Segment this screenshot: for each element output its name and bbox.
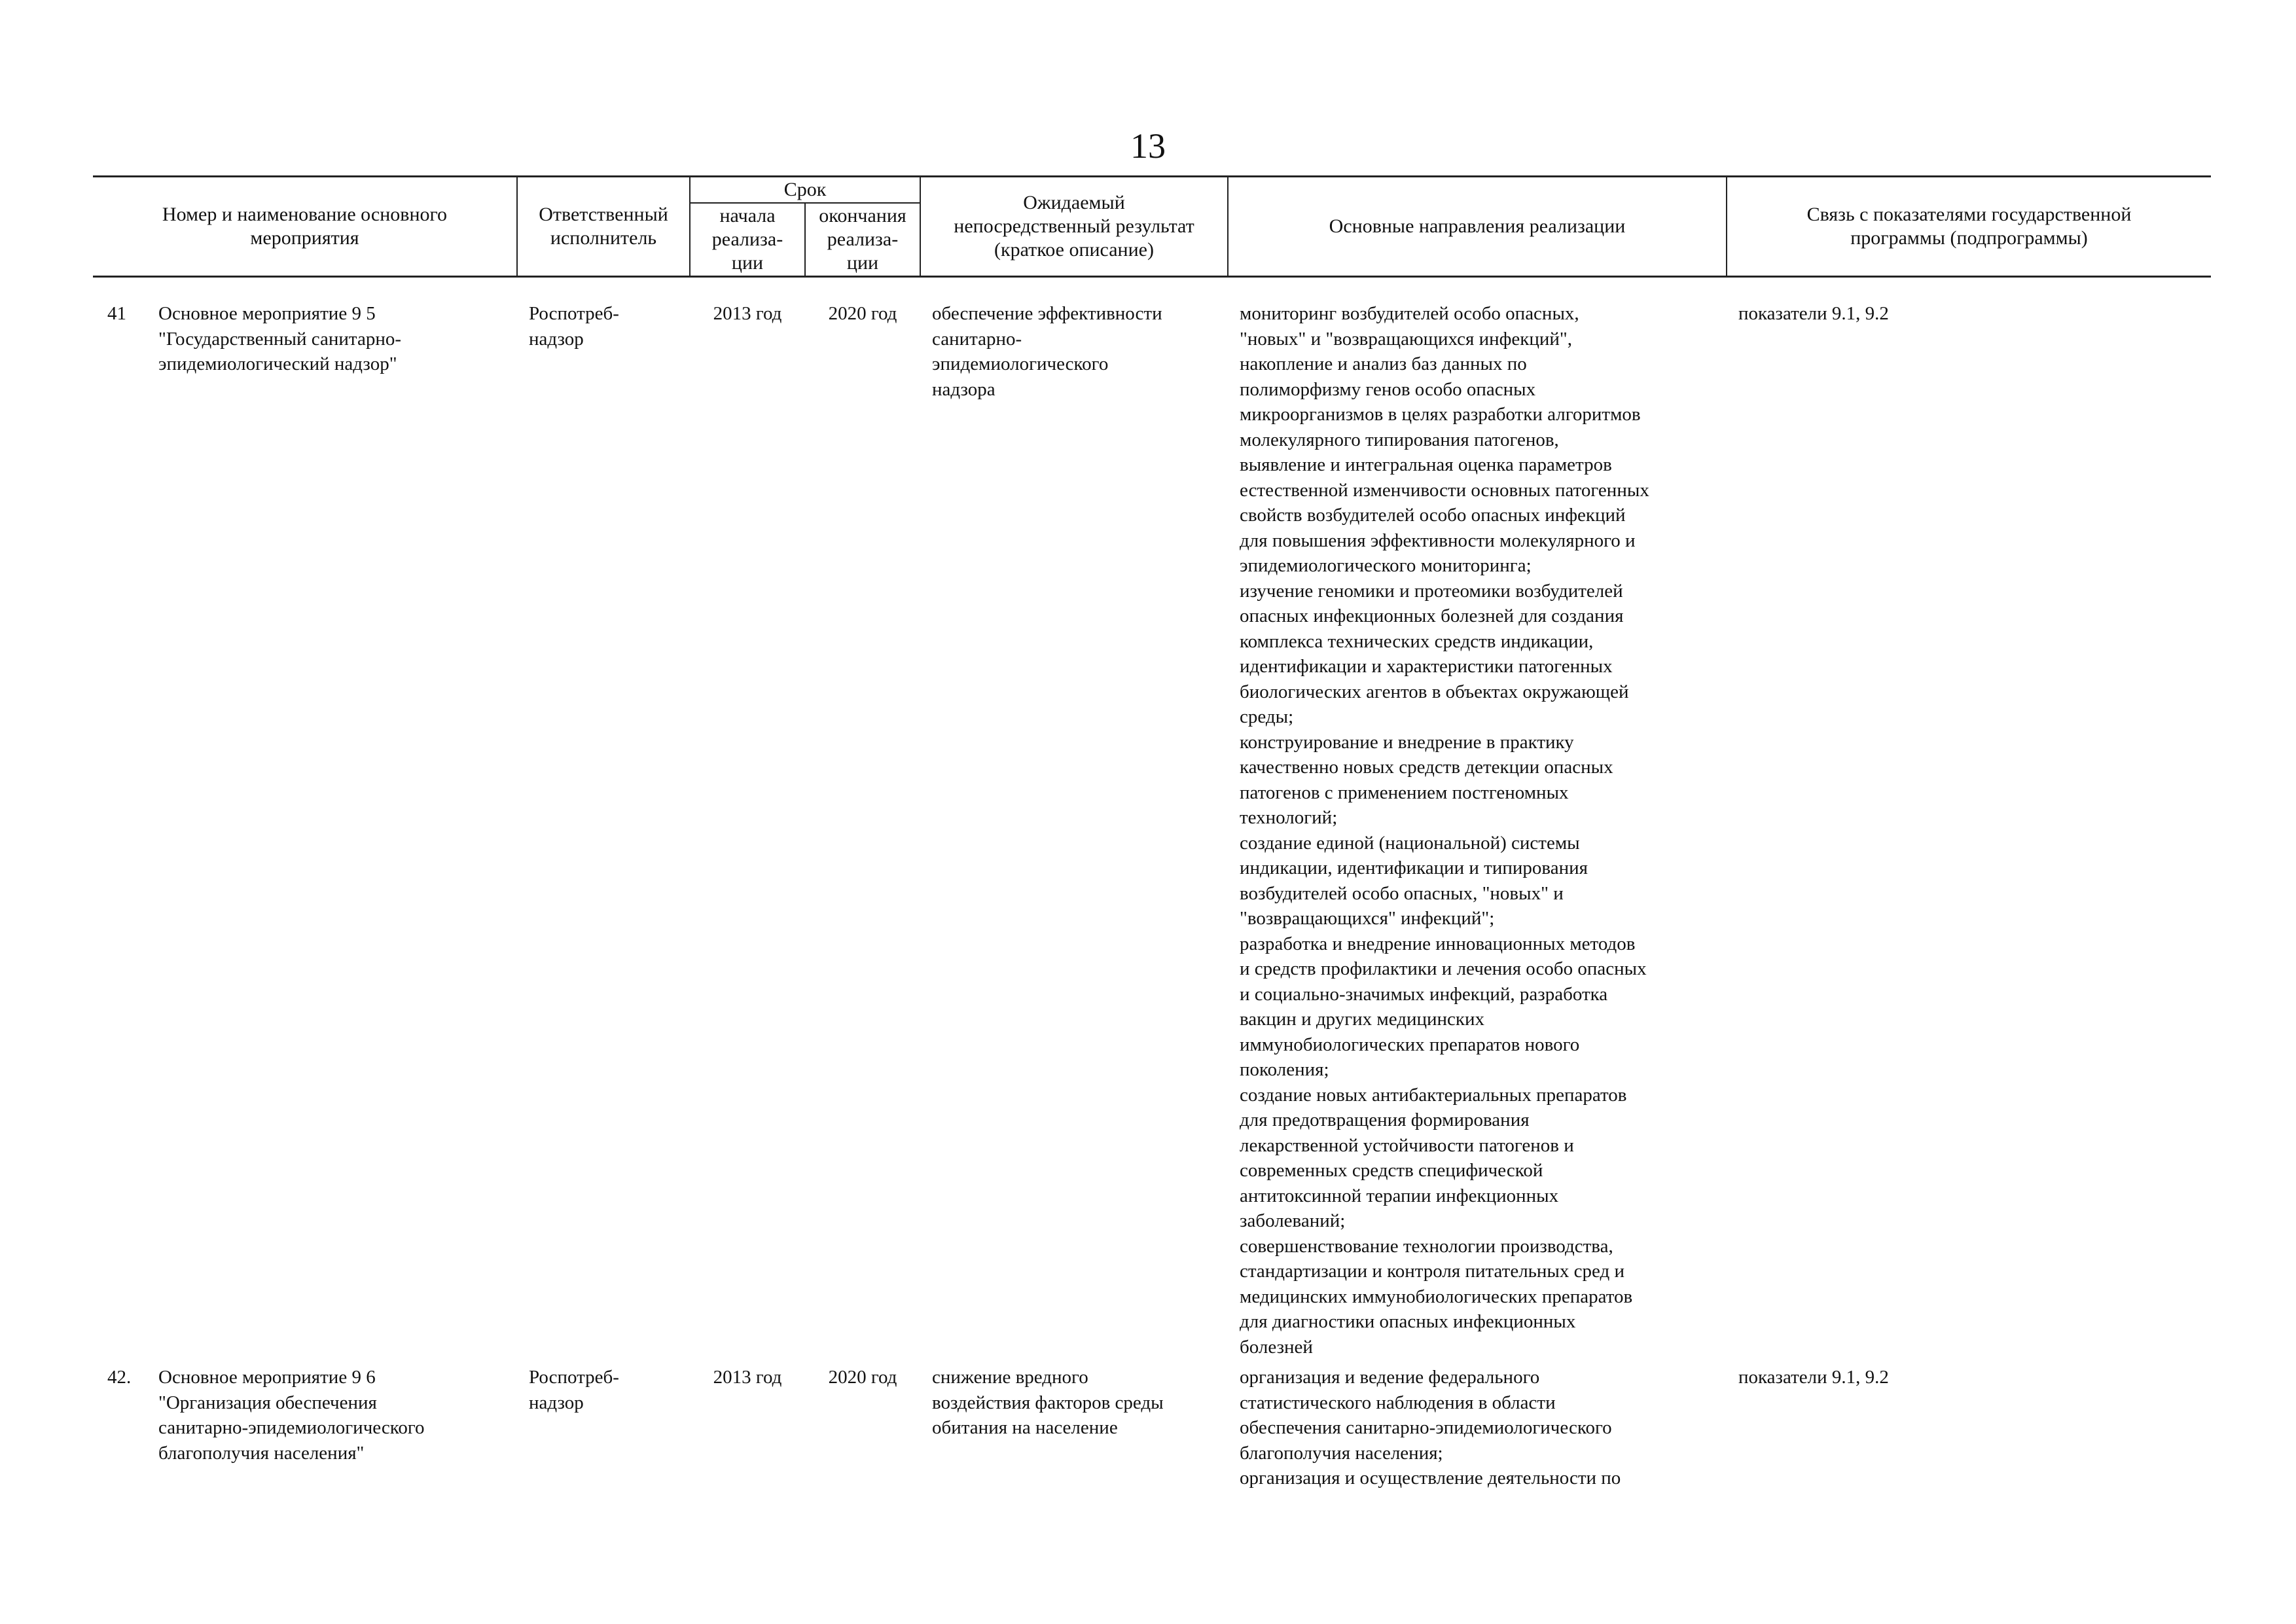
row-start: 2013 год: [713, 303, 782, 324]
header-directions: Основные направления реализации: [1228, 177, 1727, 277]
header-start: начала реализа- ции: [690, 203, 805, 277]
header-end: окончания реализа- ции: [805, 203, 920, 277]
row-name-cell: [93, 1360, 517, 1491]
header-name: Номер и наименование основного мероприятия: [93, 177, 517, 277]
row-directions: мониторинг возбудителей особо опасных, "новых" и "возвращающихся инфекций", накопление и анализ баз данных по полиморфизму генов особо опасных микроорганизмов в целях разработки алгоритмов молекулярного типирования патогенов, выявление и интегральная оценка параметров естественной изменчивости основных патогенных свойств возбудителей особо опасных инфекций для повышения эффективности молекулярного и эпидемиологического мониторинга; изучение геномики и протеомики возбудителей опасных инфекционных болезней для создания комплекса технических средств индикации, идентификации и характеристики патогенных биологических агентов в объектах окружающей среды; конструирование и внедрение в практику качественно новых средств детекции опасных патогенов с применением постгеномных технологий; создание единой (национальной) системы индикации, идентификации и типирования возбудителей особо опасных, "новых" и "возвращающихся" инфекций"; разработка и внедрение инновационных методов и средств профилактики и лечения особо опасных и социально-значимых инфекций, разработка вакцин и других медицинских иммунобиологических препаратов нового поколения; создание новых антибактериальных препаратов для предотвращения формирования лекарственной устойчивости патогенов и современных средств специфической антитоксинной терапии инфекционных заболеваний; совершенствование технологии производства, стандартизации и контроля питательных сред и медицинских иммунобиологических препаратов для диагностики опасных инфекционных болезней: [1240, 303, 1649, 1358]
table-row: [93, 1360, 2211, 1491]
header-responsible: Ответственный исполнитель: [517, 177, 690, 277]
table-row: [93, 301, 2211, 1360]
table-header: [93, 177, 2211, 277]
page-number: 13: [1130, 126, 1166, 166]
row-number: 42.: [107, 1367, 132, 1388]
row-responsible: Роспотреб- надзор: [529, 1367, 619, 1413]
row-end: 2020 год: [828, 303, 897, 324]
header-term: Срок: [690, 177, 920, 204]
row-expected-result: снижение вредного воздействия факторов среды обитания на население: [932, 1367, 1164, 1438]
row-name: Основное мероприятие 9 5 "Государственный санитарно- эпидемиологический надзор": [158, 303, 402, 374]
row-responsible: Роспотреб- надзор: [529, 303, 619, 350]
measures-table: [93, 175, 2211, 1491]
row-link: показатели 9.1, 9.2: [1738, 303, 1889, 324]
row-directions: организация и ведение федерального статистического наблюдения в области обеспечения санитарно-эпидемиологического благополучия населения; организация и осуществление деятельности по: [1240, 1367, 1621, 1489]
row-number: 41: [107, 303, 126, 324]
row-end: 2020 год: [828, 1367, 897, 1388]
row-expected-result: обеспечение эффективности санитарно- эпидемиологического надзора: [932, 303, 1162, 400]
row-name-cell: [93, 301, 517, 1360]
table-body: [93, 277, 2211, 1491]
row-link: показатели 9.1, 9.2: [1738, 1367, 1889, 1388]
header-expected-result: Ожидаемый непосредственный результат (краткое описание): [920, 177, 1228, 277]
measures-table-container: [93, 175, 2211, 1491]
row-name: Основное мероприятие 9 6 "Организация обеспечения санитарно-эпидемиологического благополучия населения": [158, 1367, 425, 1464]
row-start: 2013 год: [713, 1367, 782, 1388]
header-link: Связь с показателями государственной программы (подпрограммы): [1727, 177, 2211, 277]
